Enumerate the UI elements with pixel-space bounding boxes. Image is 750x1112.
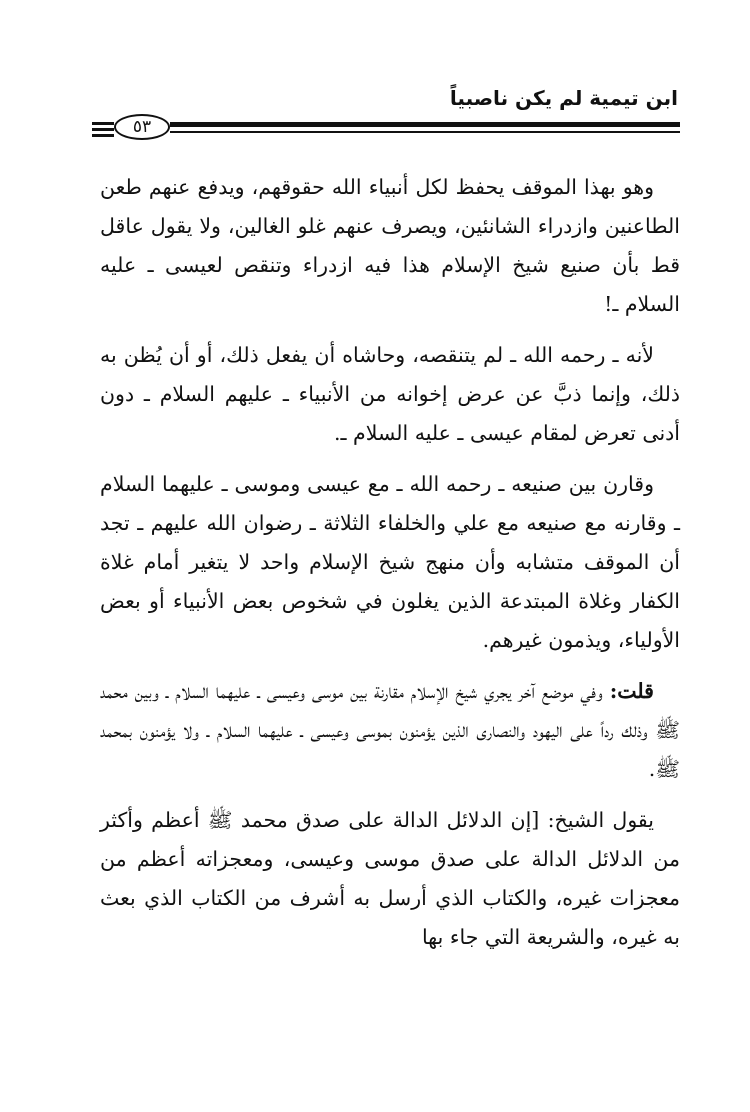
paragraph-2 (100, 336, 680, 453)
header-rule-thick (170, 122, 680, 127)
page-number: ٥٣ (114, 114, 170, 140)
header-ornament-bars (92, 122, 114, 140)
paragraph-4 (100, 672, 680, 789)
paragraph-1 (100, 168, 680, 324)
paragraph-5 (100, 801, 680, 957)
body-text (100, 168, 680, 969)
running-header-title: ابن تيمية لم يكن ناصبياً (449, 86, 678, 110)
paragraph-4-lead: قلت: (609, 679, 654, 703)
paragraph-4-text: وفي موضع آخر يجري شيخ الإسلام مقارنة بين موسى وعيسى ـ عليهما السلام ـ وبين محمد ﷺ وذلك رداً على اليهود والنصارى الذين يؤمنون بموسى وعيسى ـ عليهما السلام ـ ولا يؤمنون بمحمد ﷺ. (100, 679, 680, 781)
paragraph-3 (100, 465, 680, 660)
paragraph-3-text: وقارن بين صنيعه ـ رحمه الله ـ مع عيسى وموسى ـ عليهما السلام ـ وقارنه مع صنيعه مع علي والخلفاء الثلاثة ـ رضوان الله عليهم ـ تجد أن الموقف متشابه وأن منهج شيخ الإسلام واحد لا يتغير أمام غلاة الكفار وغلاة المبتدعة الذين يغلون في شخوص بعض الأنبياء أو بعض الأولياء، ويذمون غيرهم. (100, 472, 680, 652)
header-rule-thin (170, 131, 680, 133)
paragraph-5-text: يقول الشيخ: [إن الدلائل الدالة على صدق محمد ﷺ أعظم وأكثر من الدلائل الدالة على صدق موسى وعيسى، ومعجزاته أعظم من معجزات غيره، والكتاب الذي أرسل به أشرف من الكتاب الذي بعث به غيره، والشريعة التي جاء بها (100, 808, 680, 949)
paragraph-1-text: وهو بهذا الموقف يحفظ لكل أنبياء الله حقوقهم، ويدفع عنهم طعن الطاعنين وازدراء الشانئين، ويصرف عنهم غلو الغالين، ولا يقول عاقل قط بأن صنيع شيخ الإسلام هذا فيه ازدراء وتنقص لعيسى ـ عليه السلام ـ! (100, 175, 680, 316)
paragraph-2-text: لأنه ـ رحمه الله ـ لم يتنقصه، وحاشاه أن يفعل ذلك، أو أن يُظن به ذلك، وإنما ذبَّ عن عرض إخوانه من الأنبياء ـ عليهم السلام ـ دون أدنى تعرض لمقام عيسى ـ عليه السلام ـ. (100, 343, 680, 445)
